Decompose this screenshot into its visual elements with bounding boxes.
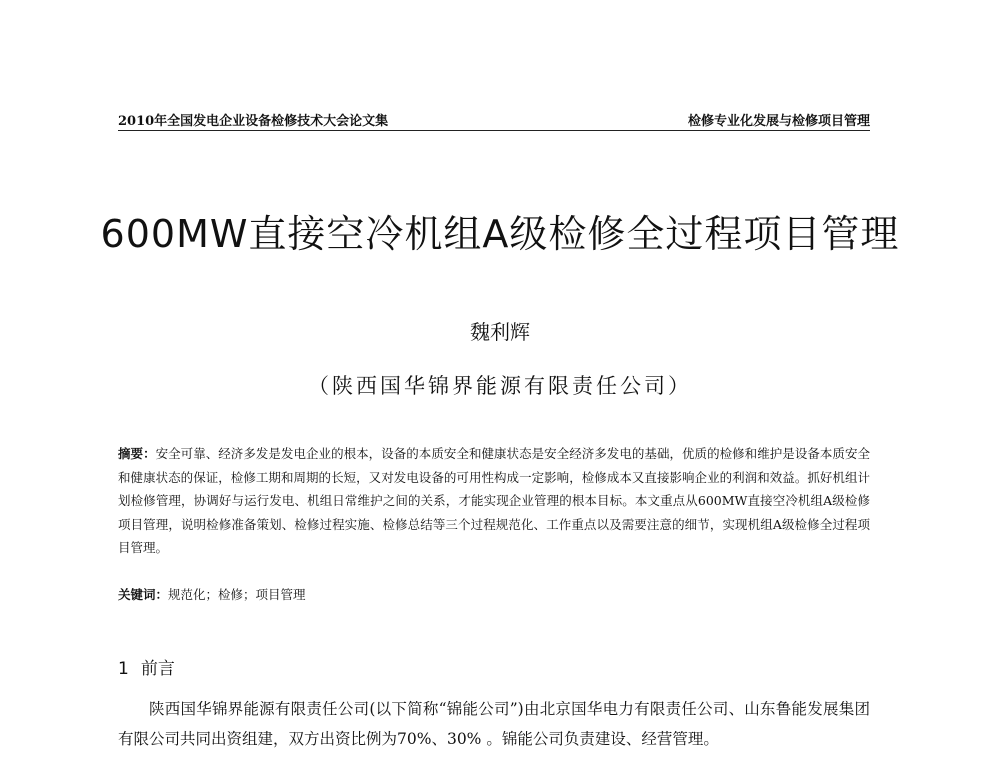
section-title: 前言: [140, 659, 175, 679]
section-number: 1: [118, 659, 129, 679]
author-affiliation: （陕西国华锦界能源有限责任公司）: [308, 374, 692, 398]
keywords-text: 规范化；检修；项目管理: [168, 587, 306, 602]
abstract: [118, 442, 870, 560]
keywords-label: 关键词：: [118, 587, 169, 602]
paper-title: 600MW直接空冷机组A级检修全过程项目管理: [100, 212, 900, 256]
header-proceedings-title: 2010年全国发电企业设备检修技术大会论文集: [118, 114, 389, 129]
abstract-text: 安全可靠、经济多发是发电企业的根本，设备的本质安全和健康状态是安全经济多发电的基础，优质的检修和维护是设备本质安全和健康状态的保证，检修工期和周期的长短，又对发电设备的可用性构成一定影响，检修成本又直接影响企业的利润和效益。抓好机组计划检修管理，协调好与运行发电、机组日常维护之间的关系，才能实现企业管理的根本目标。本文重点从600MW直接空冷机组A级检修项目管理，说明检修准备策划、检修过程实施、检修总结等三个过程规范化、工作重点以及需要注意的细节，实现机组A级检修全过程项目管理。: [118, 446, 870, 555]
running-header: [118, 108, 870, 131]
keywords: [118, 585, 870, 603]
section-heading: [118, 654, 175, 679]
author-name: 魏利辉: [470, 320, 530, 344]
body-paragraph: 陕西国华锦界能源有限责任公司(以下简称“锦能公司”)由北京国华电力有限责任公司、山东鲁能发展集团有限公司共同出资组建，双方出资比例为70%、30% 。锦能公司负责建设、经营管理。: [118, 700, 870, 748]
abstract-label: 摘要：: [118, 446, 156, 461]
header-section-title: 检修专业化发展与检修项目管理: [687, 114, 870, 129]
